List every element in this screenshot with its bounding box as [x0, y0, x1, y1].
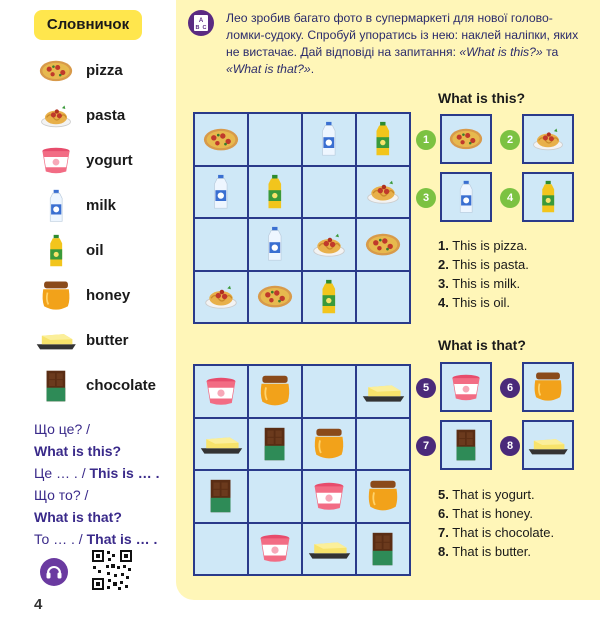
oil-icon — [318, 279, 340, 315]
sticker-number-badge: 1 — [416, 130, 436, 150]
milk-icon — [264, 226, 286, 262]
answer-line — [438, 236, 529, 255]
grid-cell-pasta — [195, 272, 247, 323]
vocab-word: pasta — [86, 107, 126, 124]
answer-text: That is honey. — [452, 506, 533, 521]
answer-line — [438, 523, 554, 542]
section-title-that: What is that? — [438, 337, 526, 353]
pasta-icon — [32, 96, 80, 136]
honey-icon — [257, 373, 293, 409]
oil-icon — [264, 174, 286, 210]
chocolate-icon — [262, 426, 287, 462]
grid-cell-chocolate — [357, 524, 409, 575]
honey-icon — [311, 426, 347, 462]
chocolate-icon — [208, 478, 233, 514]
answer-text: That is yogurt. — [452, 487, 535, 502]
answer-line — [438, 542, 554, 561]
instructions-joiner: та — [542, 45, 559, 59]
vocab-item-pizza — [32, 48, 172, 93]
section-title-this: What is this? — [438, 90, 526, 106]
grid-cell-butter — [195, 419, 247, 470]
sudoku-grid-this — [193, 112, 411, 324]
grid-cell-chocolate — [249, 419, 301, 470]
yogurt-icon — [311, 481, 347, 512]
phrase-line: Що то? / — [34, 487, 89, 503]
sticker-number-badge: 5 — [416, 378, 436, 398]
pizza-icon — [203, 127, 239, 152]
grid-cell-empty[interactable] — [303, 366, 355, 417]
pasta-icon — [203, 283, 239, 310]
vocab-word: oil — [86, 242, 104, 259]
sticker-number-badge: 2 — [500, 130, 520, 150]
vocab-word: yogurt — [86, 152, 133, 169]
grid-cell-empty[interactable] — [195, 524, 247, 575]
instructions-end: . — [310, 62, 315, 76]
vocab-item-oil — [32, 228, 172, 273]
answer-number: 5. — [438, 487, 449, 502]
chocolate-icon — [32, 366, 80, 406]
grid-cell-empty[interactable] — [195, 219, 247, 270]
vocabulary-title: Словничок — [34, 10, 142, 40]
answers-this — [438, 236, 529, 312]
grid-cell-empty[interactable] — [249, 114, 301, 165]
phrase-en: This is … . — [89, 465, 160, 481]
chocolate-icon — [442, 422, 490, 468]
butter-icon — [307, 537, 352, 560]
sticker-number-badge: 8 — [500, 436, 520, 456]
phrase-line: What is that? — [34, 509, 122, 525]
phrase-line: Що це? / — [34, 421, 91, 437]
answer-text: This is pizza. — [452, 238, 528, 253]
butter-icon — [199, 432, 244, 455]
audio-icon[interactable] — [40, 558, 68, 586]
vocabulary-sidebar — [0, 0, 172, 636]
instructions-main: Лео зробив багато фото в супермаркеті для нової голово-ломки-судоку. Спробуй упоратись із нею: наклей наліпки, яких не вистачає. Дай відповіді на запитання: — [226, 11, 579, 59]
grid-cell-pasta — [303, 219, 355, 270]
grid-cell-milk — [195, 167, 247, 218]
vocab-item-butter — [32, 318, 172, 363]
answer-number: 6. — [438, 506, 449, 521]
answer-line — [438, 485, 554, 504]
answer-line — [438, 293, 529, 312]
grid-cell-honey — [249, 366, 301, 417]
answer-number: 4. — [438, 295, 449, 310]
pasta-icon — [311, 231, 347, 258]
answer-text: This is oil. — [452, 295, 511, 310]
grid-cell-empty[interactable] — [249, 471, 301, 522]
sticker-slot-honey[interactable] — [522, 362, 574, 412]
answer-number: 1. — [438, 238, 449, 253]
grid-cell-yogurt — [303, 471, 355, 522]
pizza-icon — [442, 116, 490, 162]
yogurt-icon — [32, 141, 80, 181]
answer-number: 3. — [438, 276, 449, 291]
yogurt-icon — [442, 364, 490, 410]
sticker-number-badge: 7 — [416, 436, 436, 456]
grid-cell-oil — [249, 167, 301, 218]
grid-cell-empty[interactable] — [303, 167, 355, 218]
vocab-item-milk — [32, 183, 172, 228]
answer-line — [438, 504, 554, 523]
grid-cell-butter — [357, 366, 409, 417]
answer-number: 2. — [438, 257, 449, 272]
milk-icon — [32, 186, 80, 226]
vocab-word: chocolate — [86, 377, 157, 394]
milk-icon — [318, 121, 340, 157]
honey-icon — [365, 478, 401, 514]
butter-icon — [524, 422, 572, 468]
sudoku-grid-that — [193, 364, 411, 576]
vocab-item-chocolate — [32, 363, 172, 408]
page-number: 4 — [34, 596, 43, 613]
vocab-word: honey — [86, 287, 131, 304]
yogurt-icon — [203, 376, 239, 407]
grid-cell-empty[interactable] — [357, 272, 409, 323]
honey-icon — [32, 276, 80, 316]
grid-cell-milk — [249, 219, 301, 270]
grid-cell-butter — [303, 524, 355, 575]
phrase-ua: Це … . / — [34, 465, 90, 481]
milk-icon — [442, 174, 490, 220]
pizza-icon — [365, 232, 401, 257]
qr-code-icon[interactable] — [90, 548, 134, 592]
answer-text: That is butter. — [452, 544, 531, 559]
grid-cell-pizza — [195, 114, 247, 165]
oil-icon — [32, 231, 80, 271]
chocolate-icon — [370, 531, 395, 567]
grid-cell-honey — [357, 471, 409, 522]
sticker-slot-oil[interactable] — [522, 172, 574, 222]
sticker-slot-pasta[interactable] — [522, 114, 574, 164]
sticker-slot-butter[interactable] — [522, 420, 574, 470]
svg-text:B: B — [195, 25, 200, 31]
sticker-number-badge: 4 — [500, 188, 520, 208]
instructions-q2: «What is that?» — [226, 62, 311, 76]
pizza-icon — [257, 284, 293, 309]
svg-text:C: C — [202, 25, 207, 31]
answer-text: This is milk. — [452, 276, 521, 291]
sticker-slot-milk[interactable] — [440, 172, 492, 222]
phrase-line: What is this? — [34, 443, 122, 459]
yogurt-icon — [257, 533, 293, 564]
grid-cell-oil — [357, 114, 409, 165]
grid-cell-chocolate — [195, 471, 247, 522]
sticker-slot-chocolate[interactable] — [440, 420, 492, 470]
answer-line — [438, 274, 529, 293]
sticker-number-badge: 3 — [416, 188, 436, 208]
answer-text: This is pasta. — [452, 257, 529, 272]
answers-that — [438, 485, 554, 561]
oil-icon — [524, 174, 572, 220]
phrase-line — [34, 528, 174, 550]
phrase-list — [34, 418, 174, 550]
butter-icon — [32, 321, 80, 361]
pizza-icon — [32, 51, 80, 91]
honey-icon — [524, 364, 572, 410]
pasta-icon — [365, 178, 401, 205]
phrase-ua: То … . / — [34, 531, 87, 547]
answer-number: 7. — [438, 525, 449, 540]
phrase-en: That is … . — [86, 531, 158, 547]
phrase-line — [34, 462, 174, 484]
sticker-number-badge: 6 — [500, 378, 520, 398]
milk-icon — [210, 174, 232, 210]
instructions-q1: «What is this?» — [459, 45, 543, 59]
grid-cell-pizza — [357, 219, 409, 270]
answer-line — [438, 255, 529, 274]
grid-cell-pasta — [357, 167, 409, 218]
vocab-item-yogurt — [32, 138, 172, 183]
vocab-word: pizza — [86, 62, 123, 79]
vocabulary-list — [32, 48, 172, 408]
grid-cell-oil — [303, 272, 355, 323]
grid-cell-pizza — [249, 272, 301, 323]
svg-text:A: A — [198, 18, 204, 24]
grid-cell-milk — [303, 114, 355, 165]
vocab-word: butter — [86, 332, 129, 349]
sticker-slot-pizza[interactable] — [440, 114, 492, 164]
sticker-slot-yogurt[interactable] — [440, 362, 492, 412]
grid-cell-honey — [303, 419, 355, 470]
oil-icon — [372, 121, 394, 157]
vocab-item-pasta — [32, 93, 172, 138]
grid-cell-empty[interactable] — [357, 419, 409, 470]
answer-number: 8. — [438, 544, 449, 559]
grid-cell-yogurt — [249, 524, 301, 575]
vocab-item-honey — [32, 273, 172, 318]
task-instructions — [226, 10, 586, 78]
abc-task-icon — [188, 10, 214, 36]
grid-cell-yogurt — [195, 366, 247, 417]
butter-icon — [361, 380, 406, 403]
vocab-word: milk — [86, 197, 117, 214]
pasta-icon — [524, 116, 572, 162]
answer-text: That is chocolate. — [452, 525, 555, 540]
